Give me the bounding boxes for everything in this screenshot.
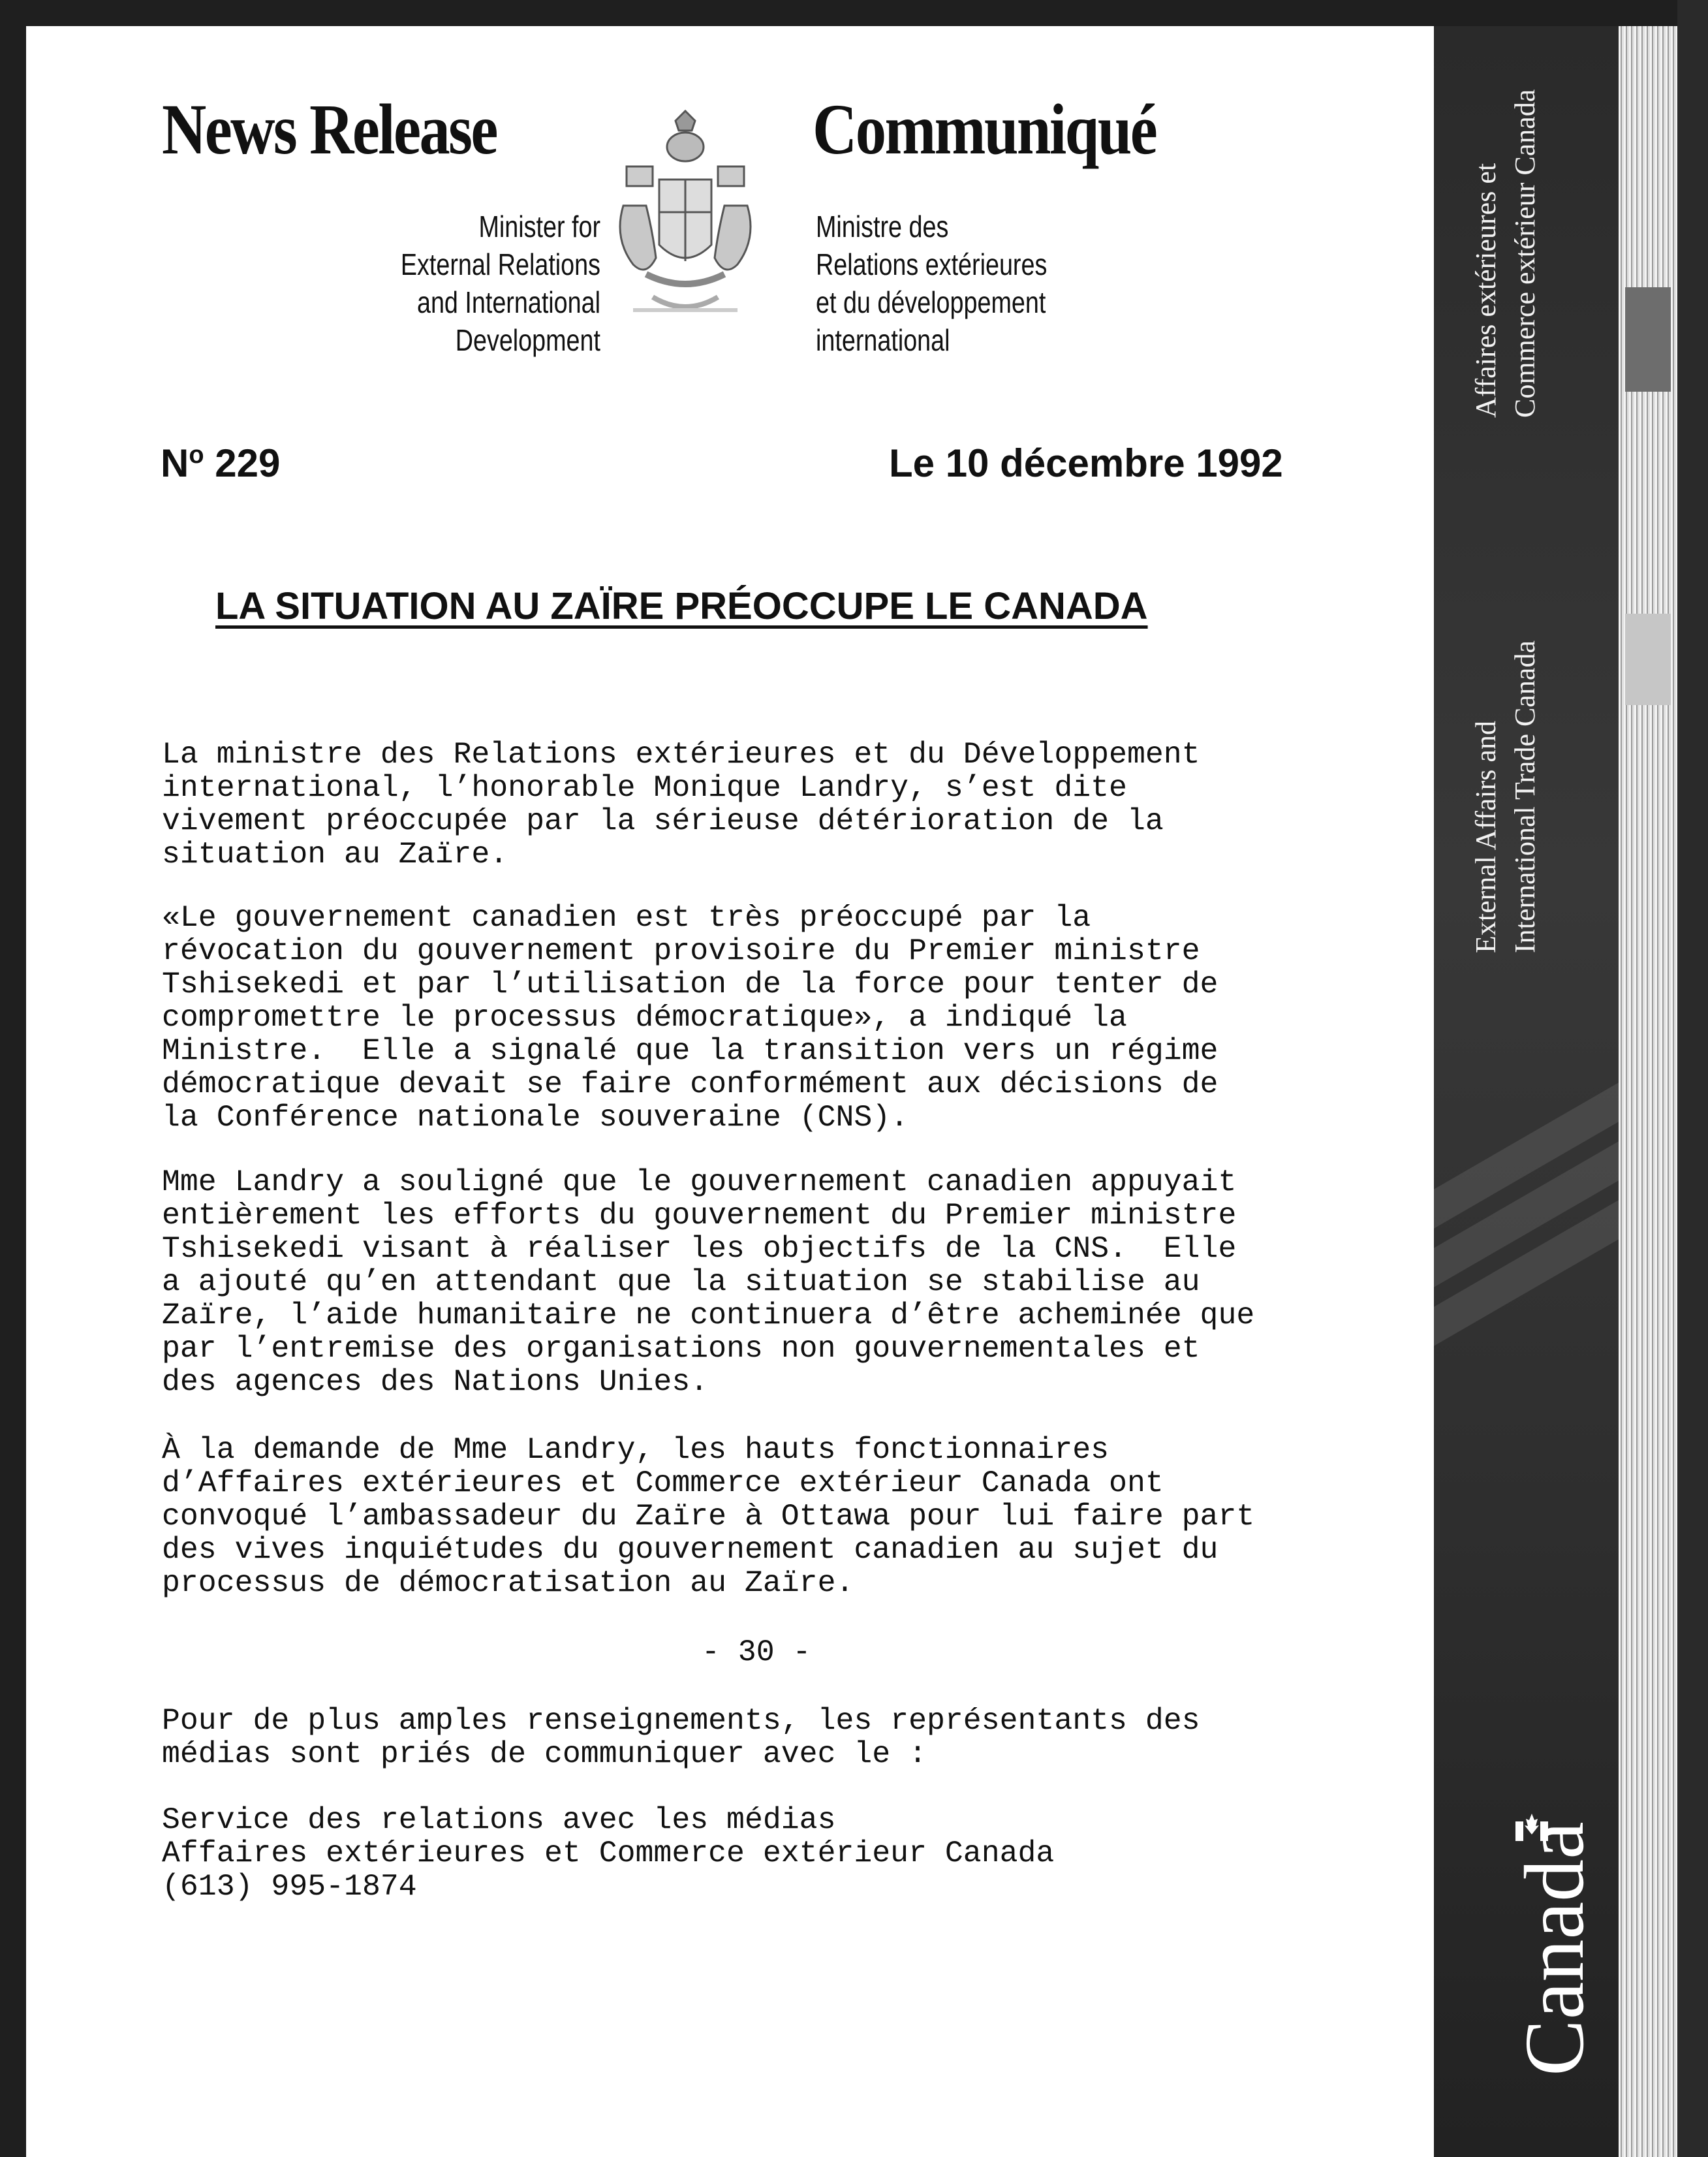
- minister-title-en: [354, 208, 600, 359]
- body-paragraph: À la demande de Mme Landry, les hauts fonctionnaires d’Affaires extérieures et Commerce extérieur Canada ont convoqué l’ambassadeur du Zaïre à Ottawa pour lui faire part des vives inquiétudes du gouvernement canadien au sujet du processus de démocratisation au Zaïre.: [162, 1432, 1255, 1600]
- binder-edge: [1677, 0, 1708, 2157]
- minister-title-fr: [816, 208, 1094, 359]
- number-value: 229: [204, 441, 281, 485]
- page-tab: [1625, 287, 1671, 392]
- banner-fr-line: Affaires extérieures et: [1470, 163, 1502, 418]
- org-line: External Relations: [400, 247, 600, 281]
- body-paragraph: Mme Landry a souligné que le gouvernement canadien appuyait entièrement les efforts du gouvernement du Premier ministre Tshisekedi visant à réaliser les objectifs de la CNS. Elle a ajouté qu’en attendant que la situation se stabilise au Zaïre, l’aide humanitaire ne continuera d’être acheminée que par l’entremise des organisations non gouvernementales et des agences des Nations Unies.: [162, 1165, 1255, 1399]
- banner-en-line: External Affairs and: [1470, 721, 1502, 953]
- contact-block: Service des relations avec les médias Affaires extérieures et Commerce extérieur Canada (613) 995-1874: [162, 1803, 1055, 1904]
- banner-name-fr: [1467, 89, 1545, 418]
- communique-title: Communiqué: [813, 89, 1157, 169]
- number-prefix: N: [161, 441, 189, 485]
- banner-en-line: International Trade Canada: [1509, 640, 1541, 953]
- canada-wordmark: Canada: [1508, 1821, 1602, 2076]
- banner-fr-line: Commerce extérieur Canada: [1509, 89, 1541, 418]
- org-line: and International: [416, 285, 600, 319]
- department-banner: [1434, 26, 1619, 2157]
- org-line: Relations extérieures: [816, 247, 1048, 281]
- org-line: international: [816, 323, 950, 357]
- body-paragraph: La ministre des Relations extérieures et du Développement international, l’honorable Monique Landry, s’est dite vivement préoccupée par la sérieuse détérioration de la situation au Zaïre.: [162, 737, 1200, 872]
- end-mark: - 30 -: [702, 1635, 811, 1669]
- news-release-title: News Release: [162, 89, 497, 169]
- banner-name-en: [1467, 640, 1545, 953]
- page-tab: [1625, 614, 1671, 705]
- release-number: [161, 441, 280, 486]
- body-paragraph: «Le gouvernement canadien est très préoccupé par la révocation du gouvernement provisoire du Premier ministre Tshisekedi et par l’utilisation de la force pour tenter de compromettre le processus démocratique», a indiqué la Ministre. Elle a signalé que la transition vers un régime démocratique devait se faire conformément aux décisions de la Conférence nationale souveraine (CNS).: [162, 900, 1219, 1135]
- release-date: Le 10 décembre 1992: [889, 441, 1283, 485]
- org-line: Minister for: [478, 210, 600, 244]
- org-line: et du développement: [816, 285, 1046, 319]
- headline: LA SITUATION AU ZAÏRE PRÉOCCUPE LE CANADA: [215, 585, 1148, 627]
- org-line: Ministre des: [816, 210, 949, 244]
- coat-of-arms-icon: [607, 108, 764, 330]
- contact-intro: Pour de plus amples renseignements, les représentants des médias sont priés de communiquer avec le :: [162, 1703, 1200, 1771]
- number-superscript: o: [189, 441, 204, 469]
- org-line: Development: [455, 323, 600, 357]
